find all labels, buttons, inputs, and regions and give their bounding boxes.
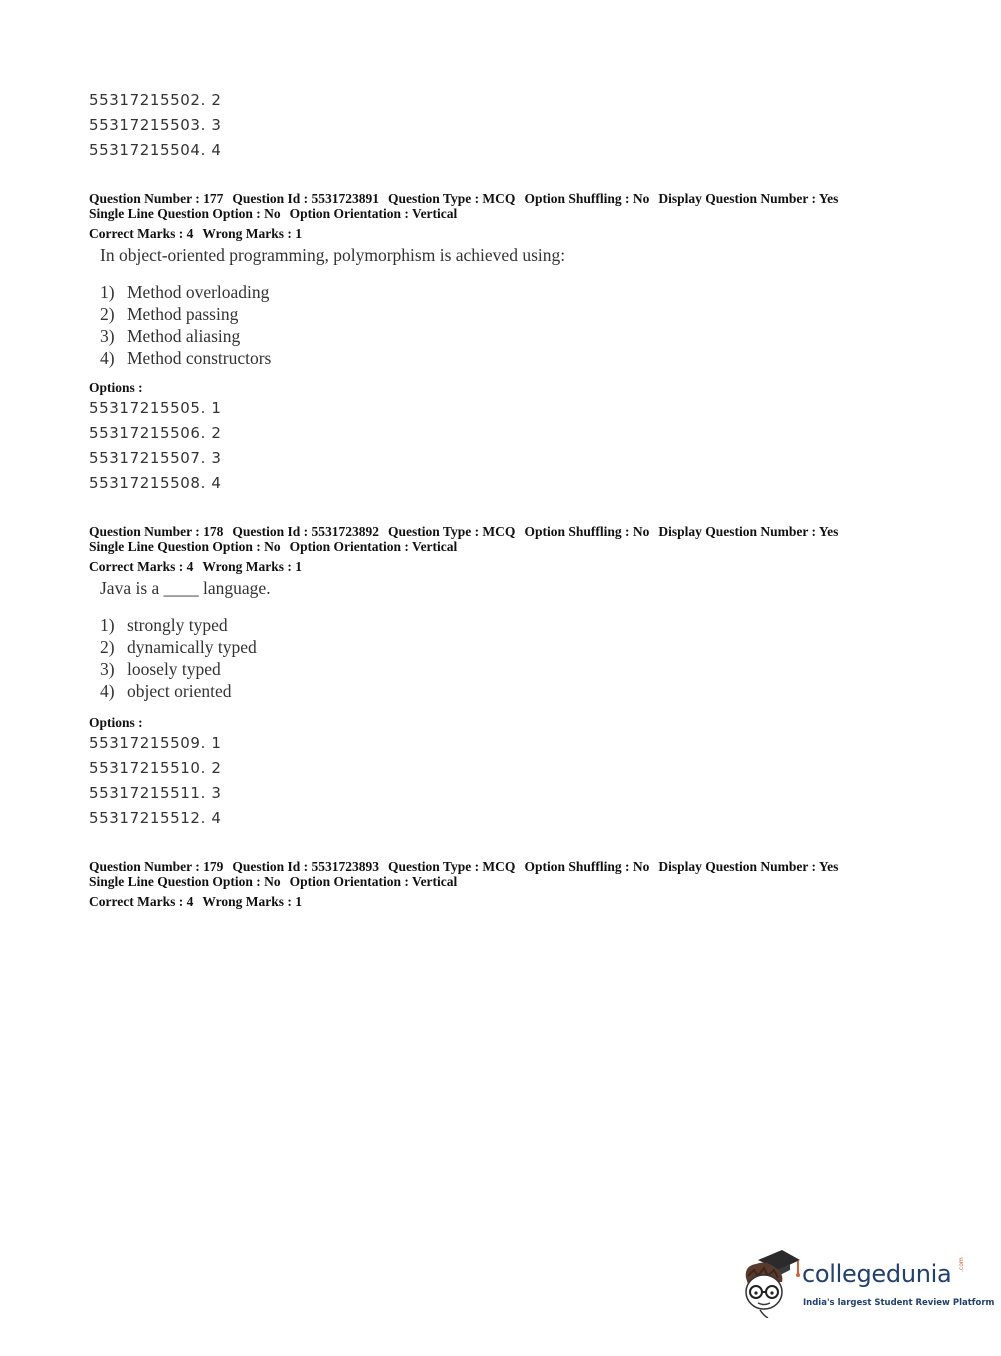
choice-item: 1) strongly typed [100,615,228,635]
choice-item: 1) Method overloading [100,282,270,302]
option-id-line: 55317215507. 3 [89,449,222,467]
collegedunia-logo [740,1248,995,1318]
logo-name: collegedunia [802,1260,952,1288]
question-marks-line: Correct Marks : 4 Wrong Marks : 1 [89,559,302,574]
mascot-icon [740,1248,802,1318]
option-id-line: 55317215506. 2 [89,424,222,442]
option-id-line: 55317215502. 2 [89,91,222,109]
question-meta-line2: Single Line Question Option : No Option Orientation : Vertical [89,874,458,889]
option-id-line: 55317215504. 4 [89,141,222,159]
question-text: In object-oriented programming, polymorphism is achieved using: [100,245,566,265]
option-id-line: 55317215510. 2 [89,759,222,777]
question-text: Java is a ____ language. [100,578,271,598]
option-id-line: 55317215505. 1 [89,399,222,417]
choice-item: 3) Method aliasing [100,326,241,346]
option-id-line: 55317215511. 3 [89,784,222,802]
choice-item: 4) object oriented [100,681,232,701]
choice-item: 2) dynamically typed [100,637,257,657]
question-marks-line: Correct Marks : 4 Wrong Marks : 1 [89,226,302,241]
question-meta-line1: Question Number : 178 Question Id : 5531723892 Question Type : MCQ Option Shuffling : No Display Question Number : Yes [89,524,839,539]
question-meta-line2: Single Line Question Option : No Option Orientation : Vertical [89,206,458,221]
question-marks-line: Correct Marks : 4 Wrong Marks : 1 [89,894,302,909]
logo-tagline: India's largest Student Review Platform [803,1298,995,1308]
question-meta-line1: Question Number : 179 Question Id : 5531723893 Question Type : MCQ Option Shuffling : No Display Question Number : Yes [89,859,839,874]
options-label: Options : [89,380,143,395]
question-meta-line2: Single Line Question Option : No Option Orientation : Vertical [89,539,458,554]
logo-suffix: .com [958,1257,965,1272]
question-meta-line1: Question Number : 177 Question Id : 5531723891 Question Type : MCQ Option Shuffling : No Display Question Number : Yes [89,191,839,206]
option-id-line: 55317215509. 1 [89,734,222,752]
option-id-line: 55317215508. 4 [89,474,222,492]
options-label: Options : [89,715,143,730]
choice-item: 4) Method constructors [100,348,272,368]
option-id-line: 55317215503. 3 [89,116,222,134]
choice-item: 2) Method passing [100,304,239,324]
choice-item: 3) loosely typed [100,659,221,679]
option-id-line: 55317215512. 4 [89,809,222,827]
